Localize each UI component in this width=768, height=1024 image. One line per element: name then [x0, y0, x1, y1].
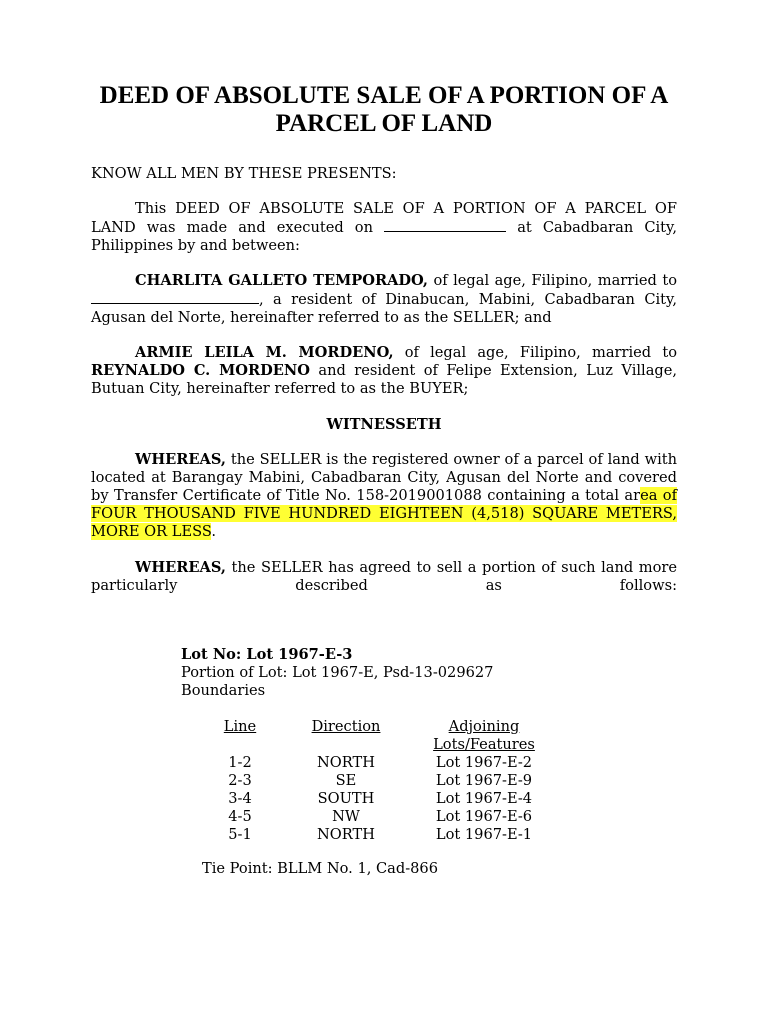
cell-line: 1-2	[228, 754, 252, 771]
cell-adjoining: Lot 1967-E-2	[435, 754, 533, 771]
seller-name: CHARLITA GALLETO TEMPORADO,	[135, 272, 428, 289]
buyer-name: ARMIE LEILA M. MORDENO,	[135, 344, 394, 361]
buyer-text-1: of legal age, Filipino, married to	[404, 344, 677, 361]
lot-number: Lot No: Lot 1967-E-3	[181, 646, 353, 663]
cell-direction: SOUTH	[317, 790, 375, 807]
table-header-row	[202, 718, 554, 754]
table-row	[202, 808, 554, 826]
cell-line: 2-3	[228, 772, 252, 789]
table-row	[202, 772, 554, 790]
cell-adjoining: Lot 1967-E-9	[435, 772, 533, 789]
whereas-1-end: .	[211, 523, 216, 540]
title-line-2: PARCEL OF LAND	[275, 110, 493, 137]
seller-text-2: , a resident of Dinabucan, Mabini, Cabadbaran City, Agusan del Norte, hereinafter referred to as the SELLER; and	[91, 291, 677, 326]
lot-description	[181, 646, 601, 700]
whereas-paragraph-1	[91, 451, 677, 541]
seller-paragraph	[91, 272, 677, 327]
table-row	[202, 790, 554, 808]
buyer-text-2: and resident of Felipe Extension, Luz Village, Butuan City, hereinafter referred to as the BUYER;	[91, 362, 678, 397]
header-direction: Direction	[311, 718, 381, 735]
table-row	[202, 826, 554, 844]
cell-direction: NORTH	[317, 754, 375, 771]
cell-adjoining: Lot 1967-E-1	[435, 826, 533, 843]
buyer-spouse: REYNALDO C. MORDENO	[91, 362, 310, 379]
area-highlight: ea of FOUR THOUSAND FIVE HUNDRED EIGHTEEN (4,518) SQUARE METERS, MORE OR LESS	[91, 487, 677, 540]
whereas-2-text: the SELLER has agreed to sell a portion of such land more particularly described as follows:	[91, 559, 677, 594]
intro-text-1: This DEED OF ABSOLUTE SALE OF A PORTION OF A PARCEL OF LAND was made and executed on	[91, 200, 677, 236]
seller-text-1: of legal age, Filipino, married to	[433, 272, 678, 289]
date-blank	[384, 218, 506, 232]
intro-text-2: at Cabadbaran City, Philippines by and between:	[91, 219, 677, 254]
cell-line: 3-4	[228, 790, 252, 807]
seller-spouse-blank	[91, 290, 259, 304]
cell-adjoining: Lot 1967-E-6	[435, 808, 533, 825]
boundaries-table	[202, 718, 554, 844]
intro-paragraph	[91, 200, 677, 255]
cell-direction: SE	[335, 772, 357, 789]
buyer-paragraph	[91, 344, 677, 398]
whereas-1-text: the SELLER is the registered owner of a parcel of land with located at Barangay Mabini, Cabadbaran City, Agusan del Norte and covered by Transfer Certificate of Title No. 158-2019001088 containing a total ar	[91, 451, 678, 504]
whereas-1-lead: WHEREAS,	[135, 451, 226, 468]
whereas-paragraph-2	[91, 559, 677, 595]
table-row	[202, 754, 554, 772]
whereas-2-lead: WHEREAS,	[135, 559, 226, 576]
cell-direction: NW	[332, 808, 360, 825]
cell-direction: NORTH	[317, 826, 375, 843]
tie-point: Tie Point: BLLM No. 1, Cad-866	[202, 860, 439, 877]
cell-line: 4-5	[228, 808, 252, 825]
cell-adjoining: Lot 1967-E-4	[435, 790, 533, 807]
cell-line: 5-1	[228, 826, 252, 843]
title-line-1: DEED OF ABSOLUTE SALE OF A PORTION OF A	[99, 82, 669, 109]
lot-boundaries-label: Boundaries	[181, 682, 266, 699]
header-adjoining: Adjoining Lots/Features	[433, 718, 535, 753]
document-title	[60, 82, 708, 138]
lot-portion: Portion of Lot: Lot 1967-E, Psd-13-029627	[181, 664, 494, 681]
witnesseth-heading: WITNESSETH	[326, 416, 442, 433]
greeting: KNOW ALL MEN BY THESE PRESENTS:	[91, 165, 397, 182]
header-line: Line	[223, 718, 257, 735]
